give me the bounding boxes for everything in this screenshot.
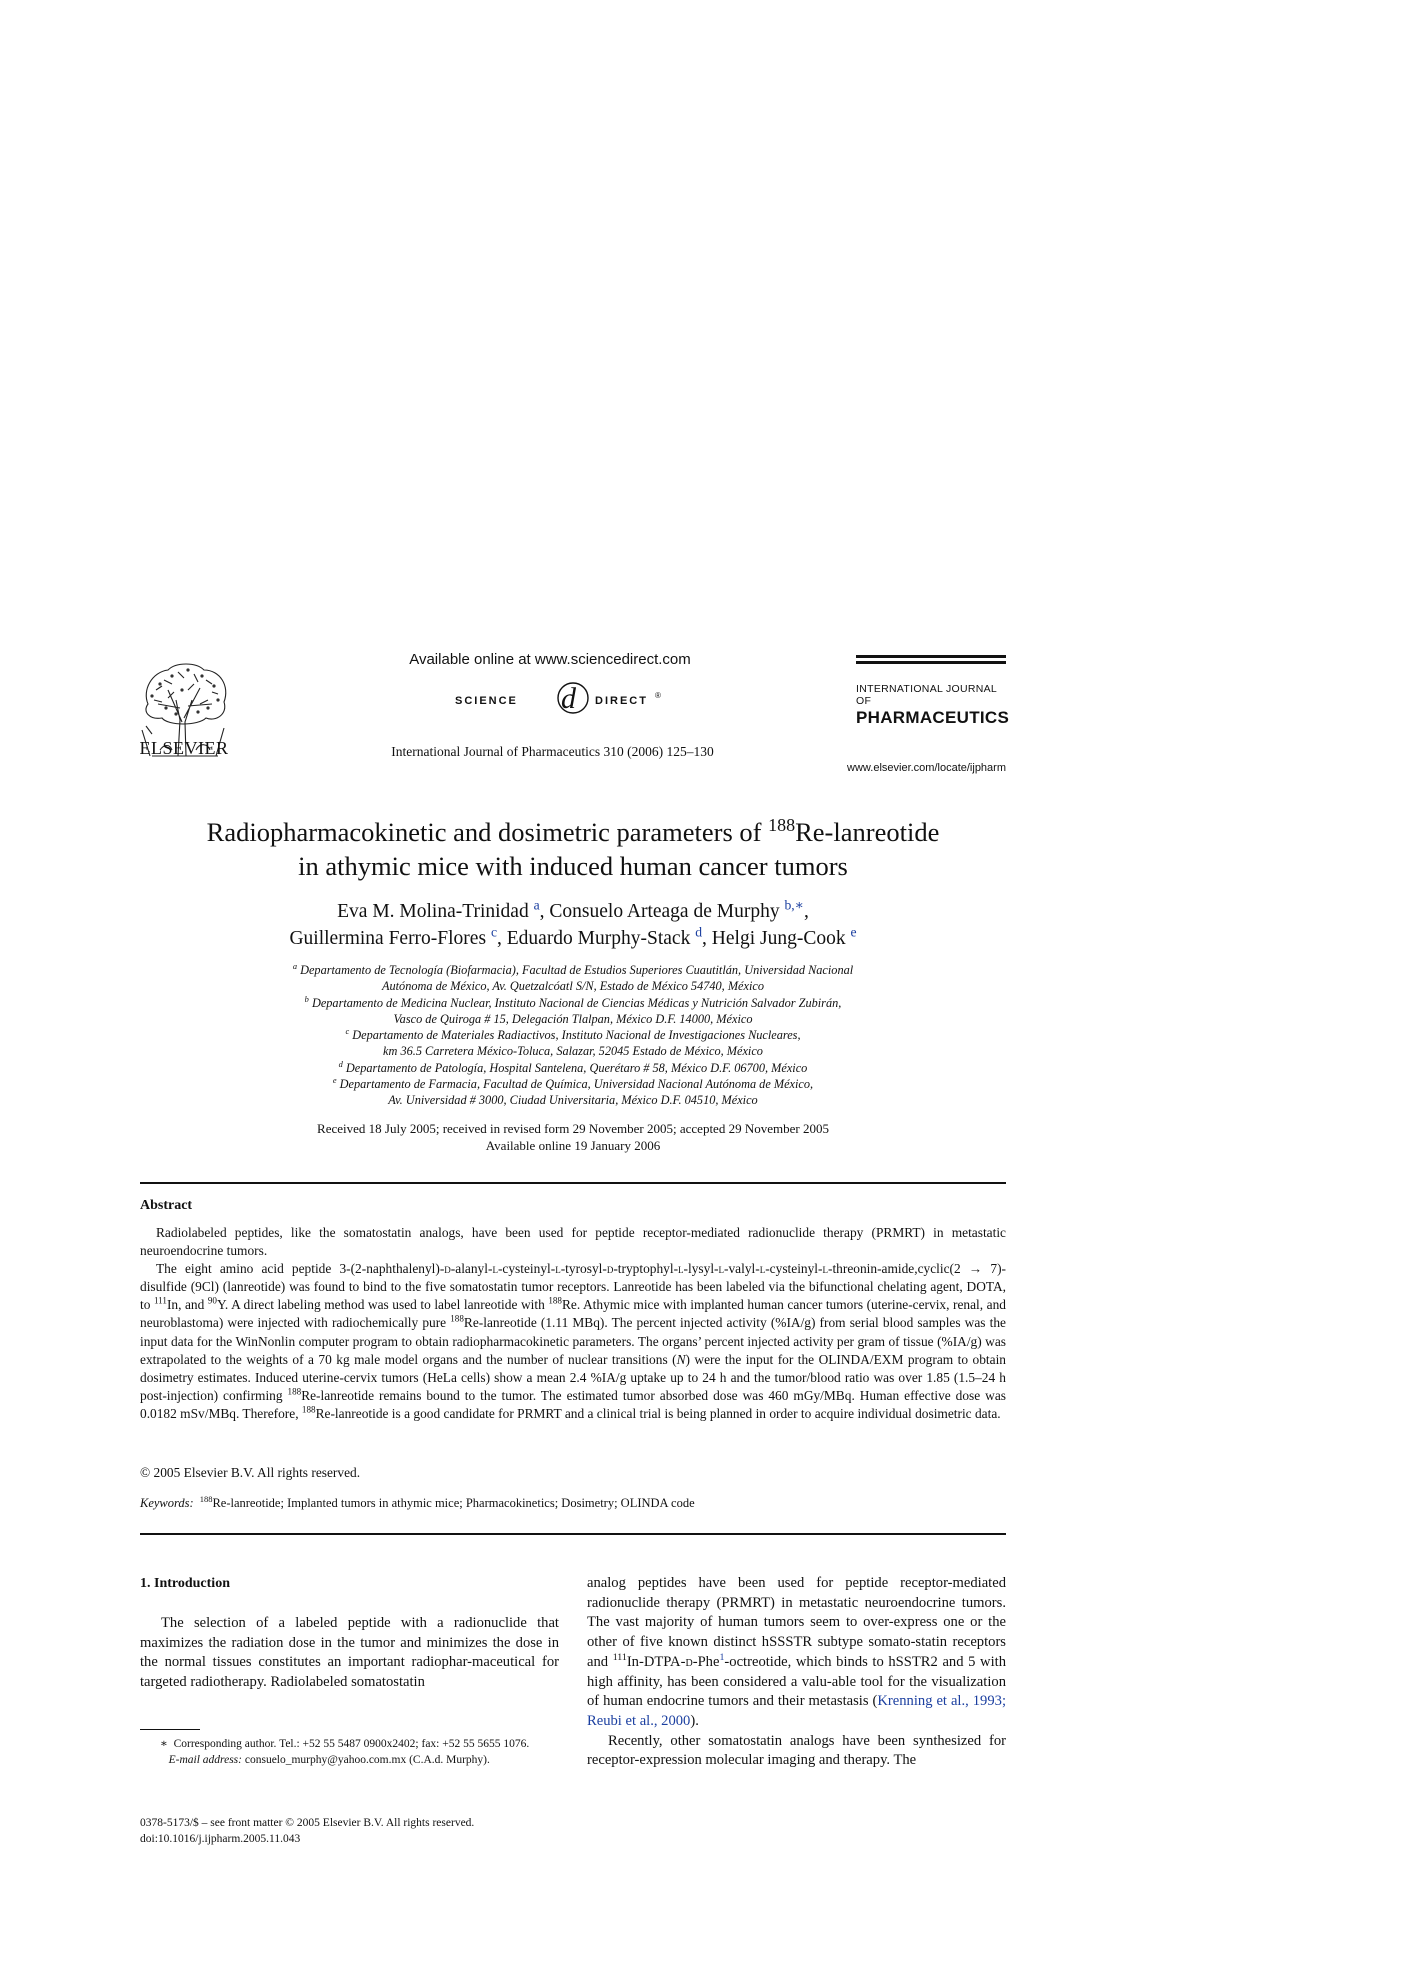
keywords [140, 1493, 1006, 1511]
footnote-text: Corresponding author. Tel.: +52 55 5487 0900x2402; fax: +52 55 5655 1076. [173, 1738, 530, 1750]
affiliation-marker: a [292, 961, 297, 971]
affiliation-line: km 36.5 Carretera México-Toluca, Salazar, 52045 Estado de México, México [383, 1044, 763, 1059]
footnote-line [140, 1736, 580, 1752]
reference-link[interactable]: Krenning et al., 1993; Reubi et al., 2000 [587, 1693, 1006, 1729]
keyword-isotope-mass: 188 [199, 1493, 213, 1504]
author-affiliation-link[interactable]: c [490, 924, 497, 940]
logo-rule [856, 661, 1006, 664]
divider [140, 1533, 1006, 1535]
affiliation [200, 1027, 946, 1060]
received-dates: Received 18 July 2005; received in revised form 29 November 2005; accepted 29 November 2005 [317, 1121, 829, 1136]
email-link[interactable]: consuelo_murphy@yahoo.com.mx (C.A.d. Murphy). [244, 1754, 490, 1766]
affiliation-line: Av. Universidad # 3000, Ciudad Universitaria, México D.F. 04510, México [388, 1093, 758, 1108]
keywords-label: Keywords: [140, 1496, 194, 1510]
divider [140, 1182, 1006, 1184]
author-separator: , [702, 928, 712, 949]
affiliation-marker: b [304, 994, 309, 1004]
affiliation-line: Departamento de Tecnología (Biofarmacia), Facultad de Estudios Superiores Cuautitlán, Universidad Nacional [300, 963, 854, 977]
svg-text:®: ® [655, 691, 661, 700]
title-text: Re-lanreotide [795, 817, 940, 847]
affiliation-marker: c [345, 1027, 350, 1037]
section-heading-introduction: 1. Introduction [140, 1576, 230, 1591]
svg-text:SCIENCE: SCIENCE [455, 695, 518, 707]
svg-text:d: d [561, 682, 576, 715]
author-name: Helgi Jung-Cook [711, 928, 846, 949]
footnote-divider [140, 1729, 200, 1730]
author-separator: , [539, 901, 550, 922]
body-paragraph: Recently, other somatostatin analogs have been synthesized for receptor-expression molecular imaging and therapy. The [587, 1732, 1006, 1769]
corresponding-author-footnote [140, 1736, 580, 1768]
affiliation-marker: e [332, 1075, 337, 1085]
title-text: Radiopharmacokinetic and dosimetric parameters of [206, 817, 769, 847]
journal-name-line1: INTERNATIONAL JOURNAL OF [856, 683, 997, 707]
author-name: Consuelo Arteaga de Murphy [549, 901, 780, 922]
sciencedirect-logo [455, 676, 680, 722]
abstract-paragraph: The eight amino acid peptide 3-(2-naphthalenyl)-d-alanyl-l-cysteinyl-l-tyrosyl-d-tryptophyl-l-lysyl-l-valyl-l-cysteinyl-l-threonin-amide,cyclic(2 → 7)-disulfide (9Cl) (lanreotide) was found to bind to the five somatostatin tumor receptors. Lanreotide has been labeled via the bifunctional chelating agent, DOTA, to $^{111}$In, and $^{90}$Y. A direct labeling method was used to label lanreotide with $^{188}$Re. Athymic mice with implanted human cancer tumors (uterine-cervix, renal, and neuroblastoma) were injected with radiochemically pure $^{188}$Re-lanreotide (1.11 MBq). The percent injected activity (%IA/g) from serial blood samples was the input data for the WinNonlin computer program to obtain radiopharmacokinetic parameters. The organs’ percent injected activity per gram of tissue (%IA/g) was extrapolated to the weights of a 70 kg male model organs and the number of nuclear transitions (N) were the input for the OLINDA/EXM program to obtain dosimetry estimates. Induced uterine-cervix tumors (HeLa cells) show a mean 2.4 %IA/g uptake up to 24 h and the tumor/blood ratio was over 1.85 (1.5–24 h post-injection) confirming $^{188}$Re-lanreotide remains bound to the tumor. The estimated tumor absorbed dose was 460 mGy/MBq. Human effective dose was 0.0182 mSv/MBq. Therefore, $^{188}$Re-lanreotide is a good candidate for PRMRT and a clinical trial is being planned in order to acquire individual dosimetric data. [140, 1261, 1006, 1421]
affiliation-line: Autónoma de México, Av. Quetzalcóatl S/N, Estado de México 54740, México [381, 979, 764, 994]
affiliation-line: Departamento de Farmacia, Facultad de Química, Universidad Nacional Autónoma de México, [339, 1077, 814, 1092]
affiliation [200, 962, 946, 995]
abstract-body [140, 1224, 1006, 1423]
body-paragraph: analog peptides have been used for peptide receptor-mediated radionuclide therapy (PRMRT) in metastatic neuroendocrine tumors. The vast majority of human tumors seem to over-express one or the other of five known distinct hSSSTR subtype somato-statin receptors and $^{111}$In-DTPA-d-Phe$^1$-octreotide, which binds to hSSTR2 and 5 with high affinity, has been considered a valu-able tool for the visualization of human endocrine tumors and their metastasis (Krenning et al., 1993; Reubi et al., 2000). [587, 1575, 1006, 1729]
author-affiliation-link[interactable]: a [533, 897, 540, 913]
body-paragraph: The selection of a labeled peptide with a radionuclide that maximizes the radiation dose in the tumor and minimizes the dose in the normal tissues constitutes an important radiophar-maceutical for targeted radiotherapy. Radiolabeled somatostatin [140, 1615, 559, 1691]
abstract-copyright: © 2005 Elsevier B.V. All rights reserved. [140, 1465, 361, 1480]
author-affiliation-link[interactable]: e [850, 924, 857, 940]
available-online-date: Available online 19 January 2006 [485, 1138, 661, 1153]
affiliation [200, 1076, 946, 1109]
affiliation [200, 995, 946, 1028]
author-list [140, 898, 1006, 952]
svg-text:DIRECT: DIRECT [595, 695, 648, 707]
doi-line[interactable]: doi:10.1016/j.ijpharm.2005.11.043 [140, 1833, 301, 1845]
issn-line: 0378-5173/$ – see front matter © 2005 Elsevier B.V. All rights reserved. [140, 1817, 475, 1829]
title-isotope-mass: 188 [768, 815, 796, 836]
available-online-text[interactable]: Available online at www.sciencedirect.com [409, 651, 691, 668]
affiliation-line: Departamento de Materiales Radiactivos, Instituto Nacional de Investigaciones Nucleares, [352, 1028, 801, 1043]
journal-name-line2: PHARMACEUTICS [856, 708, 1010, 727]
title-line2: in athymic mice with induced human cancer tumors [298, 851, 848, 881]
author-name: Eduardo Murphy-Stack [506, 928, 691, 949]
author-name: Guillermina Ferro-Flores [289, 928, 487, 949]
author-name: Eva M. Molina-Trinidad [337, 901, 529, 922]
footnote-line [140, 1752, 580, 1768]
abstract-paragraph: Radiolabeled peptides, like the somatostatin analogs, have been used for peptide receptor-mediated radionuclide therapy (PRMRT) in metastatic neuroendocrine tumors. [140, 1225, 1006, 1259]
logo-rule [856, 655, 1006, 658]
left-column [140, 1614, 559, 1693]
affiliation [200, 1060, 946, 1076]
affiliation-marker: d [338, 1059, 343, 1069]
article-title [140, 815, 1006, 883]
journal-citation: International Journal of Pharmaceutics 310 (2006) 125–130 [391, 744, 714, 759]
keywords-list: Re-lanreotide; Implanted tumors in athymic mice; Pharmacokinetics; Dosimetry; OLINDA code [212, 1496, 695, 1510]
author-separator: , [803, 901, 809, 922]
author-affiliation-link[interactable]: d [695, 924, 703, 940]
affiliation-list [200, 962, 946, 1109]
elsevier-wordmark: ELSEVIER [139, 738, 229, 758]
right-column [587, 1574, 1006, 1771]
abstract-heading: Abstract [140, 1198, 193, 1213]
affiliation-line: Departamento de Patología, Hospital Santelena, Querétaro # 58, México D.F. 06700, México [345, 1060, 808, 1075]
front-matter [140, 1815, 580, 1847]
affiliation-line: Vasco de Quiroga # 15, Delegación Tlalpan, México D.F. 14000, México [393, 1011, 753, 1026]
footnote-marker: ∗ [160, 1738, 168, 1750]
affiliation-line: Departamento de Medicina Nuclear, Instituto Nacional de Ciencias Médicas y Nutrición Salvador Zubirán, [311, 995, 842, 1010]
author-separator: , [497, 928, 507, 949]
article-dates [200, 1120, 946, 1154]
journal-url-link[interactable]: www.elsevier.com/locate/ijpharm [847, 762, 1006, 774]
author-affiliation-link[interactable]: b,∗ [784, 897, 804, 913]
journal-logo [856, 655, 1010, 728]
email-label: E-mail address: [168, 1754, 242, 1766]
